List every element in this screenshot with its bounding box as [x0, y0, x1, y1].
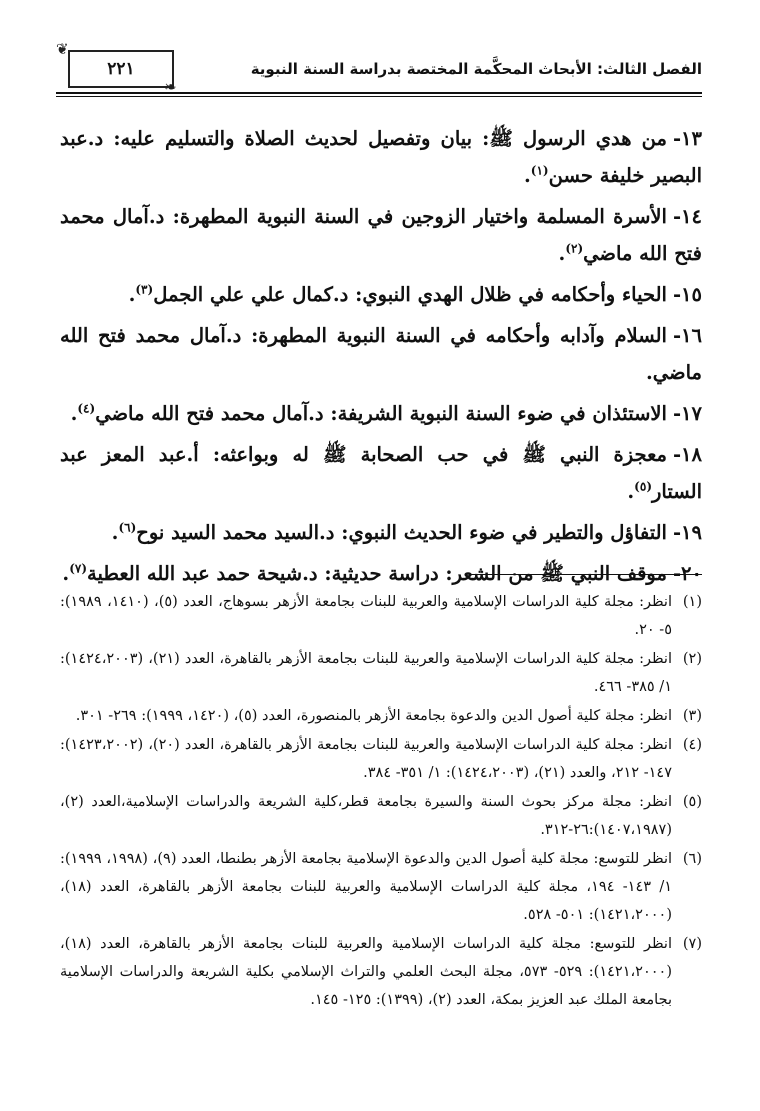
corner-ornament-icon: ❦ [56, 40, 69, 58]
list-item: ١٥-الحياء وأحكامه في ظلال الهدي النبوي: د.كمال علي علي الجمل$^{(٣)}$. [128, 282, 702, 306]
chapter-title: الفصل الثالث: الأبحاث المحكَّمة المختصة بدراسة السنة النبوية [250, 60, 702, 78]
list-item: ١٣-من هدي الرسول ﷺ: بيان وتفصيل لحديث الصلاة والتسليم عليه: د.عبد البصير خليفة حسن$^{(١)}$. [60, 127, 702, 187]
list-item: ١٨-معجزة النبي ﷺ في حب الصحابة ﷺ له وبواعثه: أ.عبد المعز عبد الستار$^{(٥)}$. [60, 443, 702, 503]
footnote: (٣) انظر: مجلة كلية أصول الدين والدعوة بجامعة الأزهر بالمنصورة، العدد (٥)، (١٤٢٠، ١٩٩٩): ٢٦٩- ٣٠١. [75, 708, 702, 724]
header-divider [56, 92, 702, 94]
footnotes [60, 588, 702, 1015]
page-number-frame [68, 50, 174, 88]
page-number: ٢٢١ [107, 59, 135, 79]
research-list [60, 120, 702, 596]
list-item: ١٤-الأسرة المسلمة واختيار الزوجين في السنة النبوية المطهرة: د.آمال محمد فتح الله ماضي$^{(٢)}$. [60, 205, 702, 265]
footnote: (٤) انظر: مجلة كلية الدراسات الإسلامية والعربية للبنات بجامعة الأزهر بالقاهرة، العدد (٢٠)، (١٤٢٣،٢٠٠٢): ١٤٧- ٢١٢، والعدد (٢١)، (١٤٢٤،٢٠٠٣): ١/ ٣٥١- ٣٨٤. [60, 737, 702, 781]
footnote: (٧) انظر للتوسع: مجلة كلية الدراسات الإسلامية والعربية للبنات بجامعة الأزهر بالقاهرة، العدد (١٨)، (١٤٢١،٢٠٠٠): ٥٢٩- ٥٧٣، مجلة البحث العلمي والتراث الإسلامي بكلية الشريعة والدراسات الإسلامية بجامعة الملك عبد العزيز بمكة، العدد (٢)، (١٣٩٩): ١٢٥- ١٤٥. [60, 936, 702, 1008]
footnote: (٢) انظر: مجلة كلية الدراسات الإسلامية والعربية للبنات بجامعة الأزهر بالقاهرة، العدد (٢١)، (١٤٢٤،٢٠٠٣): ١/ ٣٨٥- ٤٦٦. [60, 651, 702, 695]
page-header [56, 42, 702, 96]
footnote-divider [470, 574, 702, 575]
header-divider-thin [56, 96, 702, 97]
list-item: ١٩-التفاؤل والتطير في ضوء الحديث النبوي: د.السيد محمد السيد نوح$^{(٦)}$. [111, 520, 702, 544]
footnote: (٥) انظر: مجلة مركز بحوث السنة والسيرة بجامعة قطر،كلية الشريعة والدراسات الإسلامية،العدد (٢)،(١٤٠٧،١٩٨٧):٢٦-٣١٢. [60, 794, 702, 838]
list-item: ١٧-الاستئذان في ضوء السنة النبوية الشريفة: د.آمال محمد فتح الله ماضي$^{(٤)}$. [70, 401, 702, 425]
list-item: ٢٠-موقف النبي ﷺ من الشعر: دراسة حديثية: د.شيحة حمد عبد الله العطية$^{(٧)}$. [62, 561, 702, 585]
list-item: ١٦-السلام وآدابه وأحكامه في السنة النبوية المطهرة: د.آمال محمد فتح الله ماضي. [60, 324, 702, 384]
footnote: (١) انظر: مجلة كلية الدراسات الإسلامية والعربية للبنات بجامعة الأزهر بسوهاج، العدد (٥)، (١٤١٠، ١٩٨٩): ٥- ٢٠. [60, 594, 702, 638]
corner-ornament-icon: ❧ [164, 78, 177, 96]
footnote: (٦) انظر للتوسع: مجلة كلية أصول الدين والدعوة الإسلامية بجامعة الأزهر بطنطا، العدد (٩)، (١٩٩٨، ١٩٩٩): ١/ ١٤٣- ١٩٤، مجلة كلية الدراسات الإسلامية والعربية للبنات بجامعة الأزهر بالقاهرة، العدد (١٨)، (١٤٢١،٢٠٠٠): ٥٠١- ٥٢٨. [60, 851, 702, 923]
